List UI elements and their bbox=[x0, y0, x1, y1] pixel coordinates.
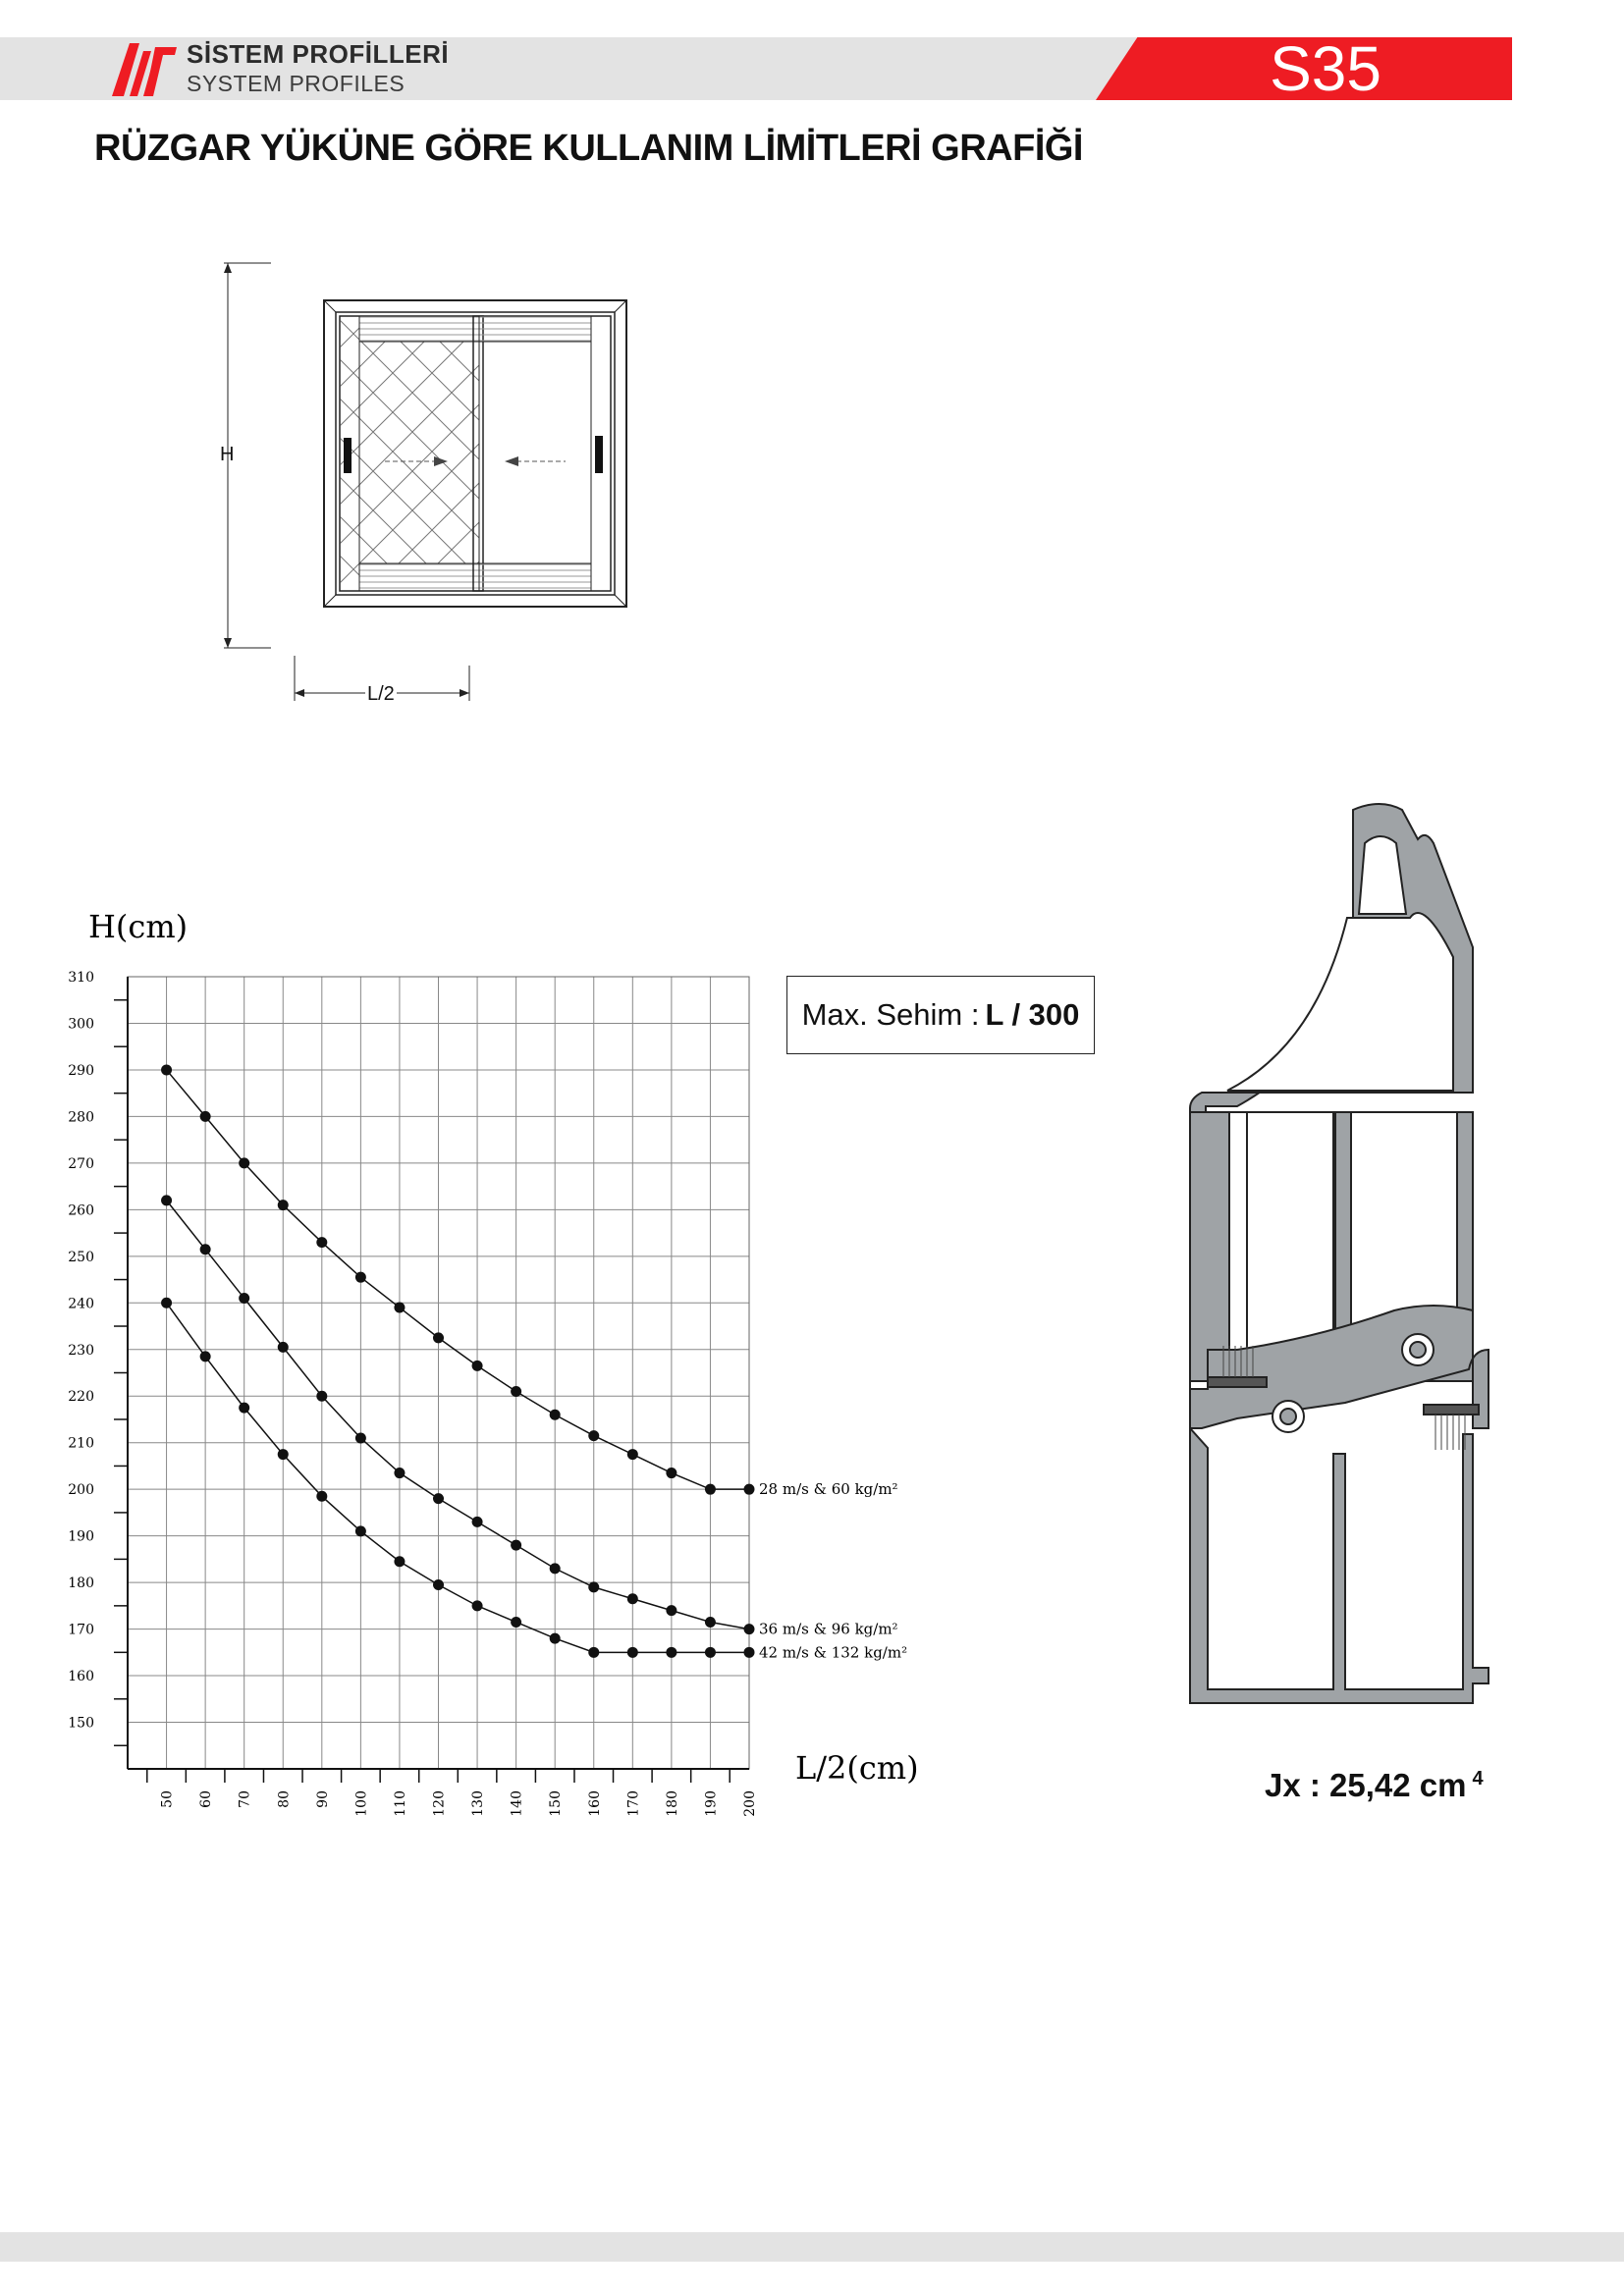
data-point bbox=[278, 1342, 289, 1353]
data-point bbox=[200, 1244, 211, 1255]
series-line bbox=[167, 1070, 749, 1489]
data-point bbox=[705, 1484, 716, 1495]
y-tick-label: 290 bbox=[68, 1062, 94, 1079]
data-point bbox=[627, 1593, 638, 1604]
brand-line-2: SYSTEM PROFILES bbox=[187, 71, 406, 96]
data-point bbox=[511, 1617, 521, 1628]
data-point bbox=[200, 1351, 211, 1362]
width-label: L/2 bbox=[367, 683, 395, 705]
y-tick-label: 150 bbox=[68, 1715, 94, 1732]
deflection-label: Max. Sehim : bbox=[801, 997, 980, 1032]
data-point bbox=[316, 1391, 327, 1402]
data-point bbox=[161, 1195, 172, 1205]
series-label: 36 m/s & 96 kg/m² bbox=[759, 1620, 898, 1638]
y-tick-label: 260 bbox=[68, 1202, 94, 1219]
profile-section-icon bbox=[1178, 800, 1492, 1713]
data-point bbox=[744, 1624, 755, 1634]
inertia-text: Jx : 25,42 cm bbox=[1265, 1767, 1467, 1803]
y-tick-label: 170 bbox=[68, 1622, 94, 1638]
y-tick-label: 180 bbox=[68, 1575, 94, 1592]
inertia-value bbox=[1265, 1767, 1484, 1804]
y-axis-label: H(cm) bbox=[88, 908, 189, 945]
x-tick-label: 180 bbox=[664, 1790, 680, 1817]
y-tick-label: 250 bbox=[68, 1249, 94, 1265]
grid bbox=[128, 977, 749, 1769]
data-point bbox=[550, 1410, 561, 1420]
data-point bbox=[200, 1111, 211, 1122]
data-point bbox=[666, 1468, 677, 1478]
x-axis-label: L/2(cm) bbox=[795, 1749, 919, 1787]
data-point bbox=[705, 1647, 716, 1658]
data-point bbox=[433, 1579, 444, 1590]
data-point bbox=[239, 1157, 249, 1168]
ap-logo-icon bbox=[110, 39, 179, 98]
y-tick-label: 230 bbox=[68, 1342, 94, 1359]
data-point bbox=[316, 1491, 327, 1502]
data-point bbox=[666, 1605, 677, 1616]
y-tick-label: 240 bbox=[68, 1296, 94, 1312]
data-point bbox=[316, 1237, 327, 1248]
data-point bbox=[511, 1540, 521, 1551]
series-code: S35 bbox=[1270, 33, 1381, 104]
data-point bbox=[161, 1298, 172, 1308]
data-point bbox=[278, 1200, 289, 1210]
y-tick-label: 160 bbox=[68, 1669, 94, 1685]
data-point bbox=[705, 1617, 716, 1628]
inertia-exponent: 4 bbox=[1472, 1768, 1484, 1789]
data-point bbox=[278, 1449, 289, 1460]
series-line bbox=[167, 1303, 749, 1652]
data-point bbox=[433, 1332, 444, 1343]
data-point bbox=[550, 1633, 561, 1644]
data-point bbox=[472, 1600, 483, 1611]
x-tick-label: 200 bbox=[742, 1790, 758, 1817]
series-line bbox=[167, 1201, 749, 1629]
data-point bbox=[472, 1517, 483, 1527]
x-tick-label: 100 bbox=[353, 1790, 370, 1817]
data-point bbox=[588, 1430, 599, 1441]
x-tick-label: 170 bbox=[625, 1790, 642, 1817]
data-point bbox=[394, 1556, 405, 1567]
series-label: 28 m/s & 60 kg/m² bbox=[759, 1480, 898, 1499]
data-point bbox=[355, 1525, 366, 1536]
data-point bbox=[588, 1647, 599, 1658]
series-label: 42 m/s & 132 kg/m² bbox=[759, 1643, 908, 1662]
y-tick-label: 210 bbox=[68, 1435, 94, 1452]
x-tick-label: 130 bbox=[470, 1790, 487, 1817]
y-tick-label: 220 bbox=[68, 1389, 94, 1406]
data-point bbox=[433, 1493, 444, 1504]
x-tick-label: 80 bbox=[276, 1790, 293, 1808]
data-point bbox=[239, 1293, 249, 1304]
y-tick-label: 280 bbox=[68, 1109, 94, 1126]
page-title: RÜZGAR YÜKÜNE GÖRE KULLANIM LİMİTLERİ GRAFİĞİ bbox=[94, 128, 1083, 169]
x-tick-label: 60 bbox=[198, 1790, 215, 1808]
axes bbox=[68, 970, 758, 1817]
data-point bbox=[744, 1647, 755, 1658]
data-point bbox=[627, 1647, 638, 1658]
data-point bbox=[666, 1647, 677, 1658]
data-point bbox=[588, 1581, 599, 1592]
data-point bbox=[355, 1432, 366, 1443]
x-tick-label: 110 bbox=[392, 1790, 408, 1817]
data-point bbox=[511, 1386, 521, 1397]
y-tick-label: 200 bbox=[68, 1482, 94, 1499]
series-layer bbox=[161, 1064, 907, 1661]
x-tick-label: 140 bbox=[509, 1790, 525, 1817]
x-tick-label: 150 bbox=[548, 1790, 565, 1817]
data-point bbox=[394, 1303, 405, 1313]
y-tick-label: 300 bbox=[68, 1016, 94, 1033]
deflection-box bbox=[786, 976, 1095, 1054]
height-label: H bbox=[220, 444, 235, 465]
data-point bbox=[472, 1361, 483, 1371]
x-tick-label: 190 bbox=[703, 1790, 720, 1817]
data-point bbox=[627, 1449, 638, 1460]
x-tick-label: 50 bbox=[159, 1790, 176, 1808]
x-tick-label: 160 bbox=[586, 1790, 603, 1817]
data-point bbox=[239, 1403, 249, 1414]
y-tick-label: 190 bbox=[68, 1528, 94, 1545]
deflection-value: L / 300 bbox=[985, 997, 1080, 1032]
footer-bar bbox=[0, 2232, 1624, 2262]
x-tick-label: 120 bbox=[431, 1790, 448, 1817]
x-tick-label: 90 bbox=[314, 1790, 331, 1808]
y-tick-label: 310 bbox=[68, 970, 94, 986]
sliding-window-elevation-icon bbox=[216, 255, 648, 717]
data-point bbox=[161, 1064, 172, 1075]
data-point bbox=[355, 1272, 366, 1283]
brand-line-1: SİSTEM PROFİLLERİ bbox=[187, 39, 450, 69]
y-tick-label: 270 bbox=[68, 1155, 94, 1172]
data-point bbox=[550, 1563, 561, 1574]
data-point bbox=[394, 1468, 405, 1478]
data-point bbox=[744, 1484, 755, 1495]
x-tick-label: 70 bbox=[237, 1790, 253, 1808]
